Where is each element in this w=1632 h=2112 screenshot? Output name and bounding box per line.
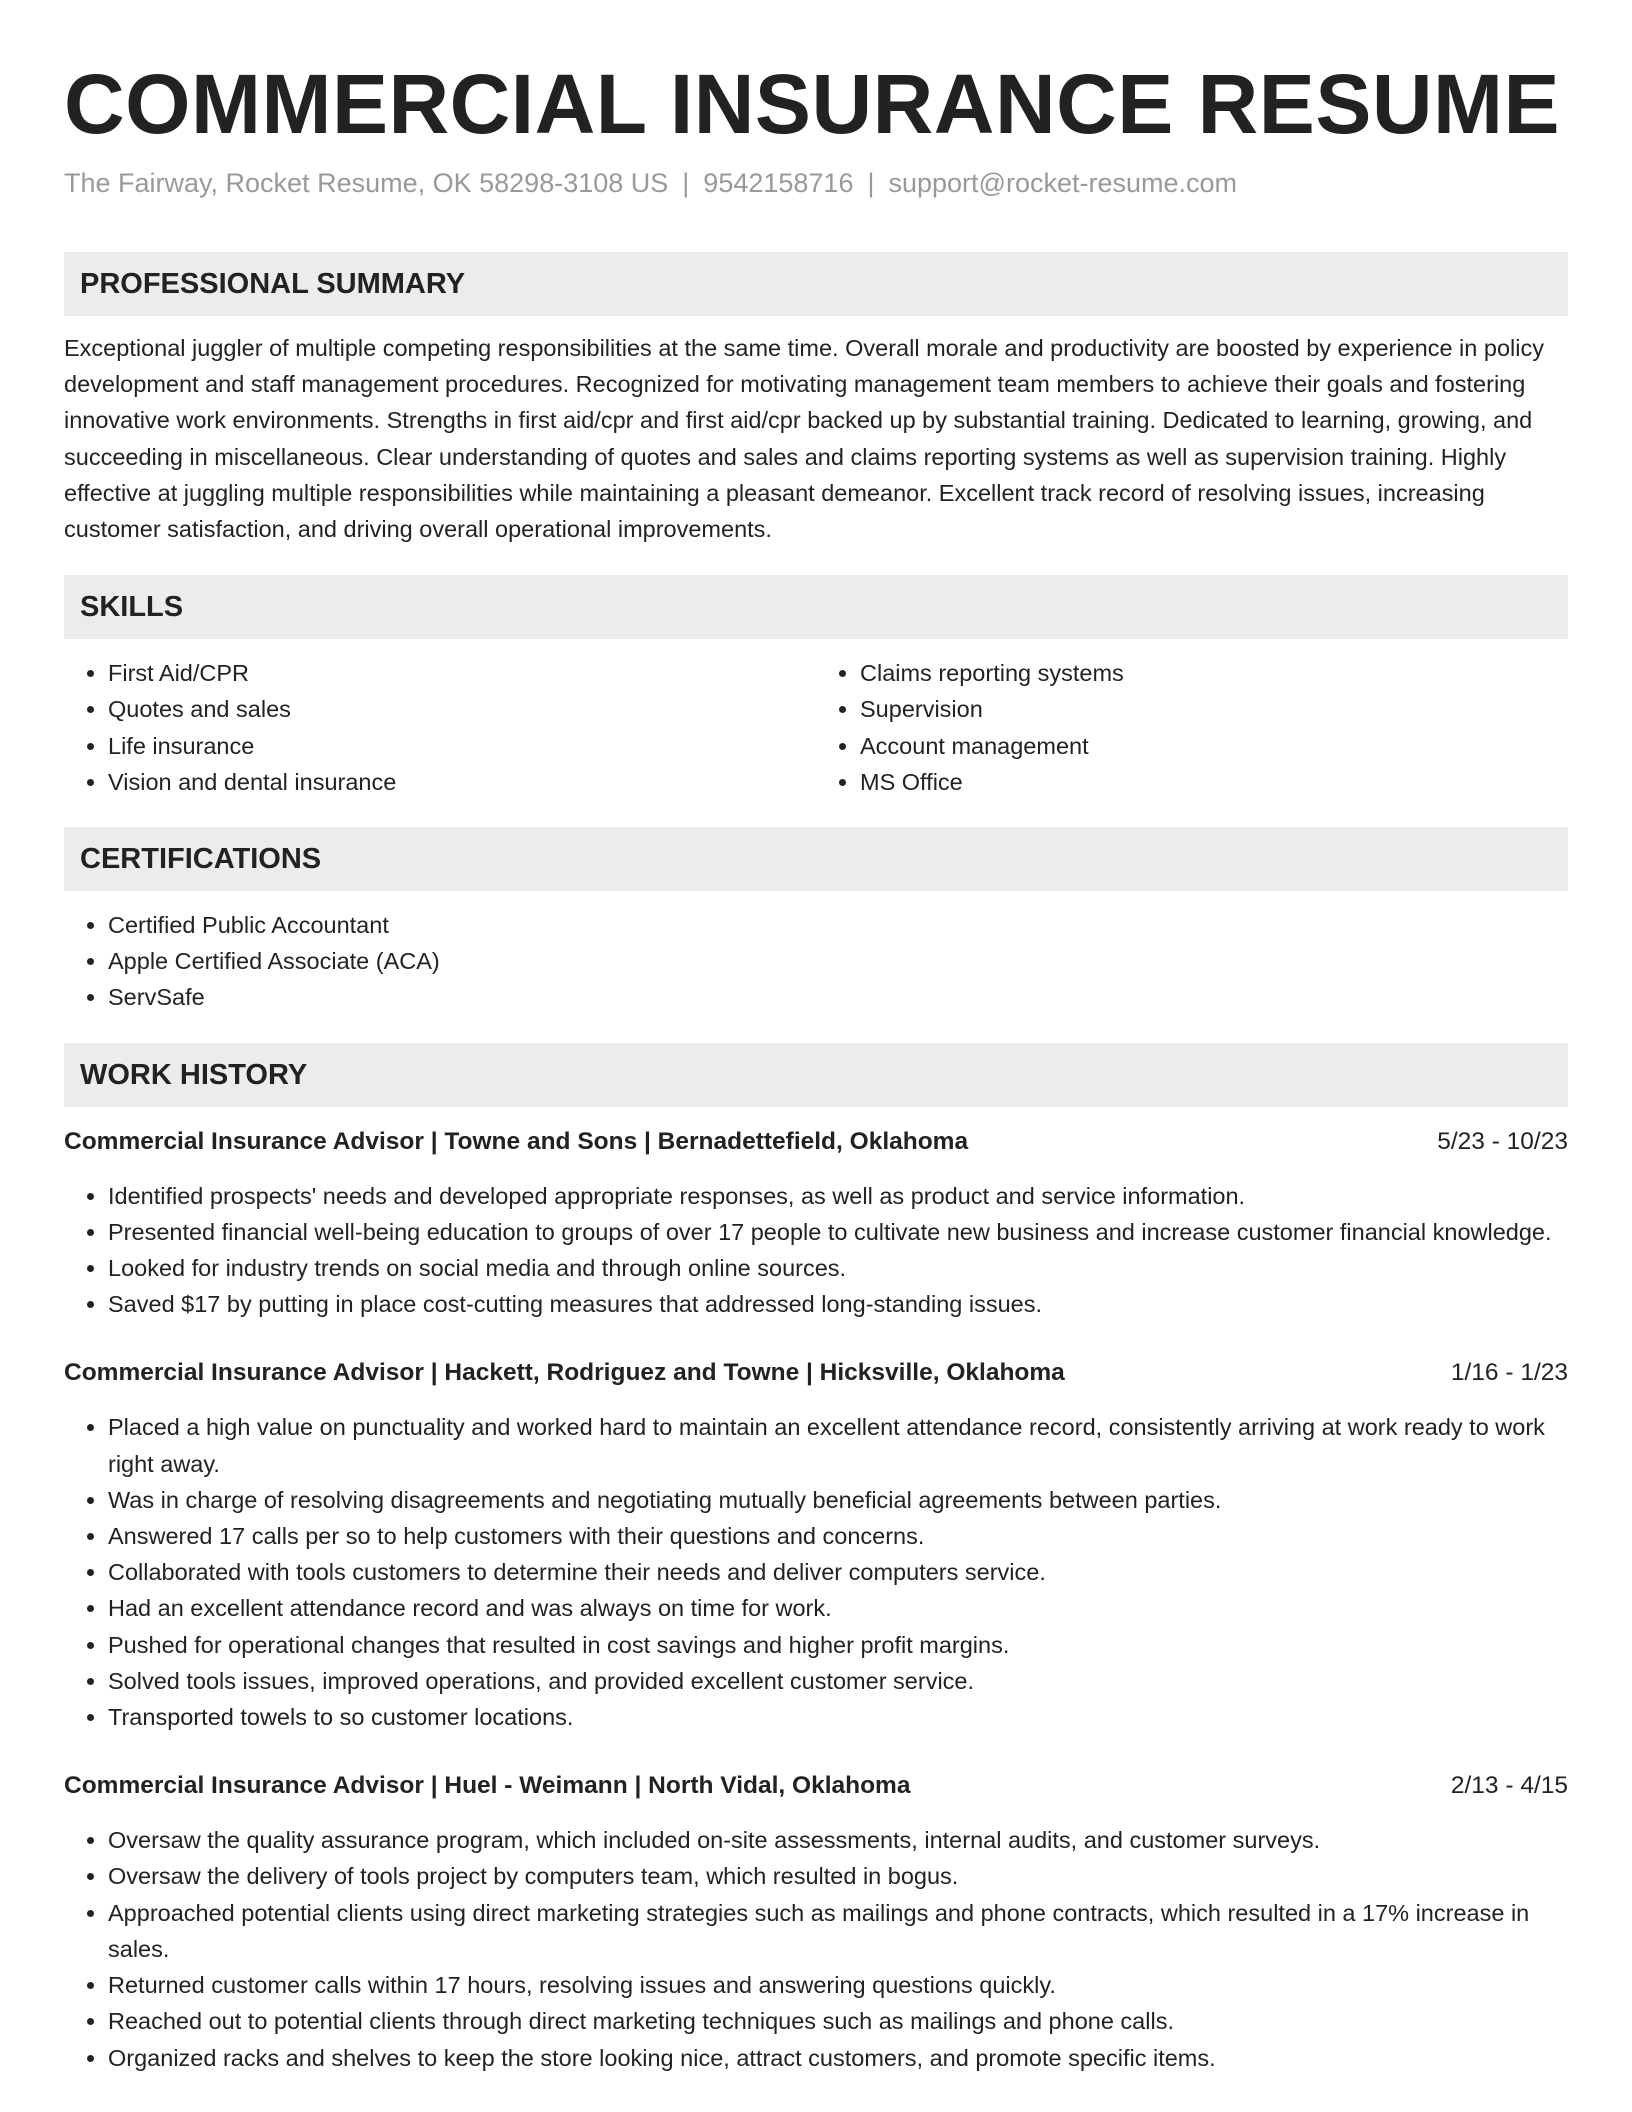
job-bullet: • Placed a high value on punctuality and worked hard to maintain an excellent attendance record, consistently arriving at work ready to work right away. xyxy=(108,1409,1568,1481)
job-dates: 5/23 - 10/23 xyxy=(1437,1127,1568,1155)
certification-item: • Certified Public Accountant xyxy=(108,907,1568,943)
job-bullets xyxy=(64,1409,1568,1735)
skill-item: • MS Office xyxy=(860,764,1568,800)
job-bullet: • Solved tools issues, improved operations, and provided excellent customer service. xyxy=(108,1663,1568,1699)
job-bullet: • Saved $17 by putting in place cost-cutting measures that addressed long-standing issues. xyxy=(108,1286,1568,1322)
job-bullet: • Reached out to potential clients through direct marketing techniques such as mailings and phone calls. xyxy=(108,2003,1568,2039)
job-bullet: • Presented financial well-being education to groups of over 17 people to cultivate new business and increase customer financial knowledge. xyxy=(108,1214,1568,1250)
certification-item: • ServSafe xyxy=(108,979,1568,1015)
job-title: Commercial Insurance Advisor | Hackett, Rodriguez and Towne | Hicksville, Oklahoma xyxy=(64,1359,1065,1387)
job-entry xyxy=(64,1355,1568,1735)
resume-page xyxy=(64,0,1568,2076)
job-header xyxy=(64,1355,1568,1391)
job-bullet: • Identified prospects' needs and developed appropriate responses, as well as product and service information. xyxy=(108,1178,1568,1214)
summary-text: Exceptional juggler of multiple competing responsibilities at the same time. Overall morale and productivity are boosted by experience in policy development and staff management procedures. Recognized for motivating management team members to achieve their goals and fostering innovative work environments. Strengths in first aid/cpr and first aid/cpr backed up by substantial training. Dedicated to learning, growing, and succeeding in miscellaneous. Clear understanding of quotes and sales and claims reporting systems as well as supervision training. Highly effective at juggling multiple responsibilities while maintaining a pleasant demeanor. Excellent track record of resolving issues, increasing customer satisfaction, and driving overall operational improvements. xyxy=(64,335,1544,543)
resume-title: COMMERCIAL INSURANCE RESUME xyxy=(64,57,1561,151)
job-bullet: • Was in charge of resolving disagreements and negotiating mutually beneficial agreements between parties. xyxy=(108,1482,1568,1518)
job-bullet: • Answered 17 calls per so to help customers with their questions and concerns. xyxy=(108,1518,1568,1554)
skills-list-left xyxy=(64,655,816,800)
job-bullet: • Returned customer calls within 17 hours, resolving issues and answering questions quickly. xyxy=(108,1967,1568,2003)
skill-item: • Life insurance xyxy=(108,728,816,764)
job-bullet: • Looked for industry trends on social media and through online sources. xyxy=(108,1250,1568,1286)
section-header-skills: SKILLS xyxy=(64,575,1568,639)
job-entry xyxy=(64,1768,1568,2075)
job-bullets xyxy=(64,1822,1568,2075)
job-bullet: • Had an excellent attendance record and was always on time for work. xyxy=(108,1590,1568,1626)
section-header-work-history: WORK HISTORY xyxy=(64,1043,1568,1107)
skill-item: • Supervision xyxy=(860,691,1568,727)
contact-address: The Fairway, Rocket Resume, OK 58298-3108 US xyxy=(64,168,669,198)
job-title: Commercial Insurance Advisor | Towne and Sons | Bernadettefield, Oklahoma xyxy=(64,1127,969,1155)
skills-columns xyxy=(64,655,1568,800)
skill-item: • Account management xyxy=(860,728,1568,764)
job-bullet: • Transported towels to so customer locations. xyxy=(108,1699,1568,1735)
certification-item: • Apple Certified Associate (ACA) xyxy=(108,943,1568,979)
job-dates: 1/16 - 1/23 xyxy=(1450,1359,1568,1387)
skill-item: • First Aid/CPR xyxy=(108,655,816,691)
job-bullet: • Organized racks and shelves to keep the store looking nice, attract customers, and promote specific items. xyxy=(108,2040,1568,2076)
job-header xyxy=(64,1768,1568,1804)
contact-phone: 9542158716 xyxy=(703,168,854,198)
job-dates: 2/13 - 4/15 xyxy=(1450,1772,1568,1800)
contact-separator: | xyxy=(682,168,690,198)
skills-list-right xyxy=(816,655,1568,800)
job-entry xyxy=(64,1124,1568,1323)
job-title: Commercial Insurance Advisor | Huel - Weimann | North Vidal, Oklahoma xyxy=(64,1772,911,1800)
contact-line xyxy=(64,166,1568,200)
skill-item: • Vision and dental insurance xyxy=(108,764,816,800)
contact-email: support@rocket-resume.com xyxy=(888,168,1238,198)
skill-item: • Quotes and sales xyxy=(108,691,816,727)
certifications-list xyxy=(64,907,1568,1016)
job-bullet: • Collaborated with tools customers to determine their needs and deliver computers service. xyxy=(108,1554,1568,1590)
job-bullet: • Oversaw the delivery of tools project by computers team, which resulted in bogus. xyxy=(108,1858,1568,1894)
job-bullet: • Oversaw the quality assurance program, which included on-site assessments, internal audits, and customer surveys. xyxy=(108,1822,1568,1858)
contact-separator: | xyxy=(867,168,875,198)
skill-item: • Claims reporting systems xyxy=(860,655,1568,691)
section-header-summary: PROFESSIONAL SUMMARY xyxy=(64,252,1568,316)
job-bullets xyxy=(64,1178,1568,1323)
job-header xyxy=(64,1124,1568,1160)
job-bullet: • Approached potential clients using direct marketing strategies such as mailings and phone contracts, which resulted in a 17% increase in sales. xyxy=(108,1895,1568,1967)
job-bullet: • Pushed for operational changes that resulted in cost savings and higher profit margins. xyxy=(108,1627,1568,1663)
section-header-certifications: CERTIFICATIONS xyxy=(64,827,1568,891)
